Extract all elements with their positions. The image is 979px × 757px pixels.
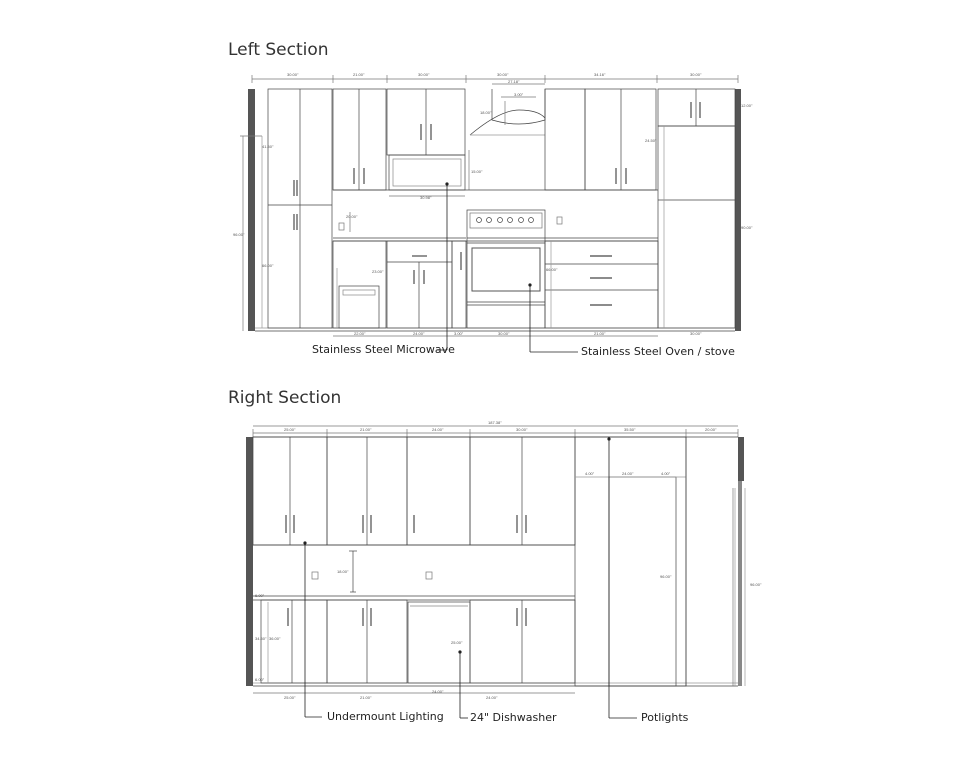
left-wall xyxy=(248,89,255,331)
right-wall-lower xyxy=(738,481,742,686)
dim-label: 6.00" xyxy=(255,677,265,682)
dim-label: 66.00" xyxy=(546,267,558,272)
dim-label: 30.00" xyxy=(498,331,510,336)
dim-label: 20.00" xyxy=(346,214,358,219)
dim-label: 96.00" xyxy=(660,574,672,579)
dim-label: 30.00" xyxy=(418,72,430,77)
base-cabinet xyxy=(261,600,327,683)
dim-label: 12.00" xyxy=(741,103,753,108)
pantry-door xyxy=(609,477,676,686)
dishwasher-bin xyxy=(339,286,379,328)
dim-label: 21.00" xyxy=(360,695,372,700)
dim-label: 22.00" xyxy=(354,331,366,336)
filler-panel xyxy=(452,241,466,328)
dim-label: 96.00" xyxy=(750,582,762,587)
right-wall xyxy=(738,437,744,481)
left-wall xyxy=(246,437,253,686)
callout-oven-stove: Stainless Steel Oven / stove xyxy=(581,345,735,358)
callout-dishwasher: 24" Dishwasher xyxy=(470,711,557,724)
dim-label: 34.16" xyxy=(594,72,606,77)
dim-label: 18.00" xyxy=(480,110,492,115)
base-cabinet xyxy=(333,241,386,328)
callout-undermount-lighting: Undermount Lighting xyxy=(327,710,444,723)
dim-label: 21.00" xyxy=(353,72,365,77)
right-section-elevation xyxy=(246,420,762,718)
dim-label: 21.00" xyxy=(594,331,606,336)
dim-label: 18.00" xyxy=(337,569,349,574)
dim-label: 25.00" xyxy=(284,427,296,432)
dim-label: 3.00" xyxy=(454,331,464,336)
callout-potlights: Potlights xyxy=(641,711,689,724)
dim-label: 24.00" xyxy=(432,689,444,694)
outlet xyxy=(557,217,562,224)
right-wall xyxy=(735,89,741,331)
dim-label: 24.00" xyxy=(413,331,425,336)
outlet xyxy=(312,572,318,579)
dim-label: 23.00" xyxy=(372,269,384,274)
dim-label: 30.00" xyxy=(690,72,702,77)
dim-label: 187.38" xyxy=(488,420,502,425)
left-section-title: Left Section xyxy=(228,40,329,60)
upper-cabinet xyxy=(545,89,585,190)
dim-label: 41.50" xyxy=(262,144,274,149)
dim-label: 90.00" xyxy=(741,225,753,230)
oven-stove xyxy=(467,210,545,328)
upper-cabinet xyxy=(407,437,470,545)
drawer-base xyxy=(545,241,658,328)
dim-label: 24.00" xyxy=(622,471,634,476)
dim-label: 34.50" xyxy=(255,636,267,641)
base-cabinet xyxy=(387,241,452,328)
leader-lines xyxy=(304,438,637,718)
dim-label: 20.00" xyxy=(705,427,717,432)
dim-label: 24.00" xyxy=(486,695,498,700)
upper-cabinet xyxy=(470,437,575,545)
callout-microwave: Stainless Steel Microwave xyxy=(312,343,455,356)
dim-label: 30.00" xyxy=(516,427,528,432)
dim-label: 6.00" xyxy=(255,593,265,598)
dim-label: 30.00" xyxy=(497,72,509,77)
dim-label: 27.18" xyxy=(508,79,520,84)
right-section-title: Right Section xyxy=(228,388,342,408)
left-section-elevation xyxy=(233,72,753,352)
dim-label: 25.00" xyxy=(284,695,296,700)
dim-label: 66.00" xyxy=(262,263,274,268)
dim-label: 25.00" xyxy=(451,640,463,645)
dim-label: 36.00" xyxy=(269,636,281,641)
dim-label: 30.98" xyxy=(420,195,432,200)
dim-label: 24.50" xyxy=(645,138,657,143)
dim-label: 35.50" xyxy=(624,427,636,432)
outlet xyxy=(426,572,432,579)
dim-label: 4.00" xyxy=(661,471,671,476)
dim-label: 24.00" xyxy=(432,427,444,432)
dim-label: 30.00" xyxy=(287,72,299,77)
outlet xyxy=(339,223,344,230)
dim-label: 4.00" xyxy=(585,471,595,476)
faucet-icon xyxy=(349,551,357,592)
dim-label: 30.00" xyxy=(690,331,702,336)
dim-label: 21.00" xyxy=(360,427,372,432)
refrigerator xyxy=(658,126,735,328)
dim-label: 3.00" xyxy=(514,92,524,97)
dim-label: 96.00" xyxy=(233,232,245,237)
left-top-dims xyxy=(287,72,702,77)
dim-label: 15.00" xyxy=(471,169,483,174)
base-cabinet xyxy=(470,600,575,683)
upper-cabinet xyxy=(333,89,386,190)
microwave xyxy=(389,155,465,190)
fridge-upper-cabinet xyxy=(658,89,735,126)
